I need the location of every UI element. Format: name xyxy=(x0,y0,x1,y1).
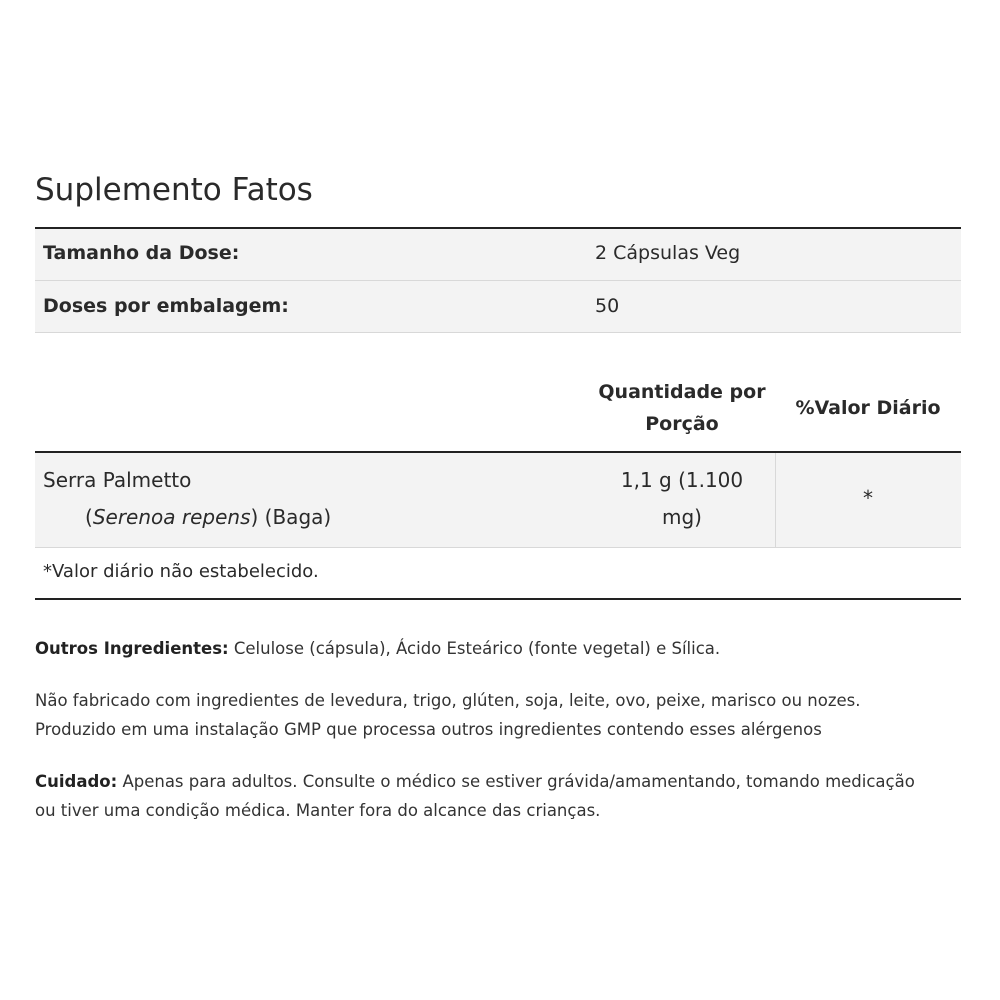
bottom-rule xyxy=(35,598,961,600)
servings-per-container-label: Doses por embalagem: xyxy=(43,295,289,317)
other-ingredients-label: Outros Ingredientes: xyxy=(35,639,229,658)
caution-line1: Apenas para adultos. Consulte o médico se estiver grávida/amamentando, tomando medicação xyxy=(117,772,915,791)
ingredient-daily-value: * xyxy=(863,486,873,510)
ingredient-amount xyxy=(590,462,774,536)
allergen-line2: Produzido em uma instalação GMP que processa outros ingredientes contendo esses alérgenos xyxy=(35,720,822,739)
other-ingredients xyxy=(35,634,965,663)
page-title: Suplemento Fatos xyxy=(35,172,313,208)
caution-line2: ou tiver uma condição médica. Manter fora do alcance das crianças. xyxy=(35,801,601,820)
caution-label: Cuidado: xyxy=(35,772,118,791)
allergen-statement xyxy=(35,686,965,744)
amount-header-line2: Porção xyxy=(645,413,719,435)
row-divider xyxy=(35,547,961,548)
ingredient-name xyxy=(43,462,331,536)
other-ingredients-text: Celulose (cápsula), Ácido Esteárico (fonte vegetal) e Sílica. xyxy=(228,639,721,658)
latin-binomial: Serenoa repens xyxy=(92,505,251,529)
amount-per-serving-header xyxy=(590,376,774,440)
allergen-line1: Não fabricado com ingredientes de levedura, trigo, glúten, soja, leite, ovo, peixe, marisco ou nozes. xyxy=(35,691,861,710)
ingredient-common-name: Serra Palmetto xyxy=(43,468,192,492)
servings-per-container-value: 50 xyxy=(595,295,620,317)
daily-value-header: %Valor Diário xyxy=(795,397,941,419)
serving-size-label: Tamanho da Dose: xyxy=(43,242,240,264)
amount-header-line1: Quantidade por xyxy=(598,381,766,403)
caution-statement xyxy=(35,767,965,825)
ingredient-latin-name: (Serenoa repens) (Baga) xyxy=(85,505,332,529)
daily-value-footnote: *Valor diário não estabelecido. xyxy=(43,561,319,582)
row-divider xyxy=(35,332,961,333)
serving-size-value: 2 Cápsulas Veg xyxy=(595,242,741,264)
amount-line1: 1,1 g (1.100 xyxy=(620,468,744,492)
amount-line2: mg) xyxy=(662,505,702,529)
